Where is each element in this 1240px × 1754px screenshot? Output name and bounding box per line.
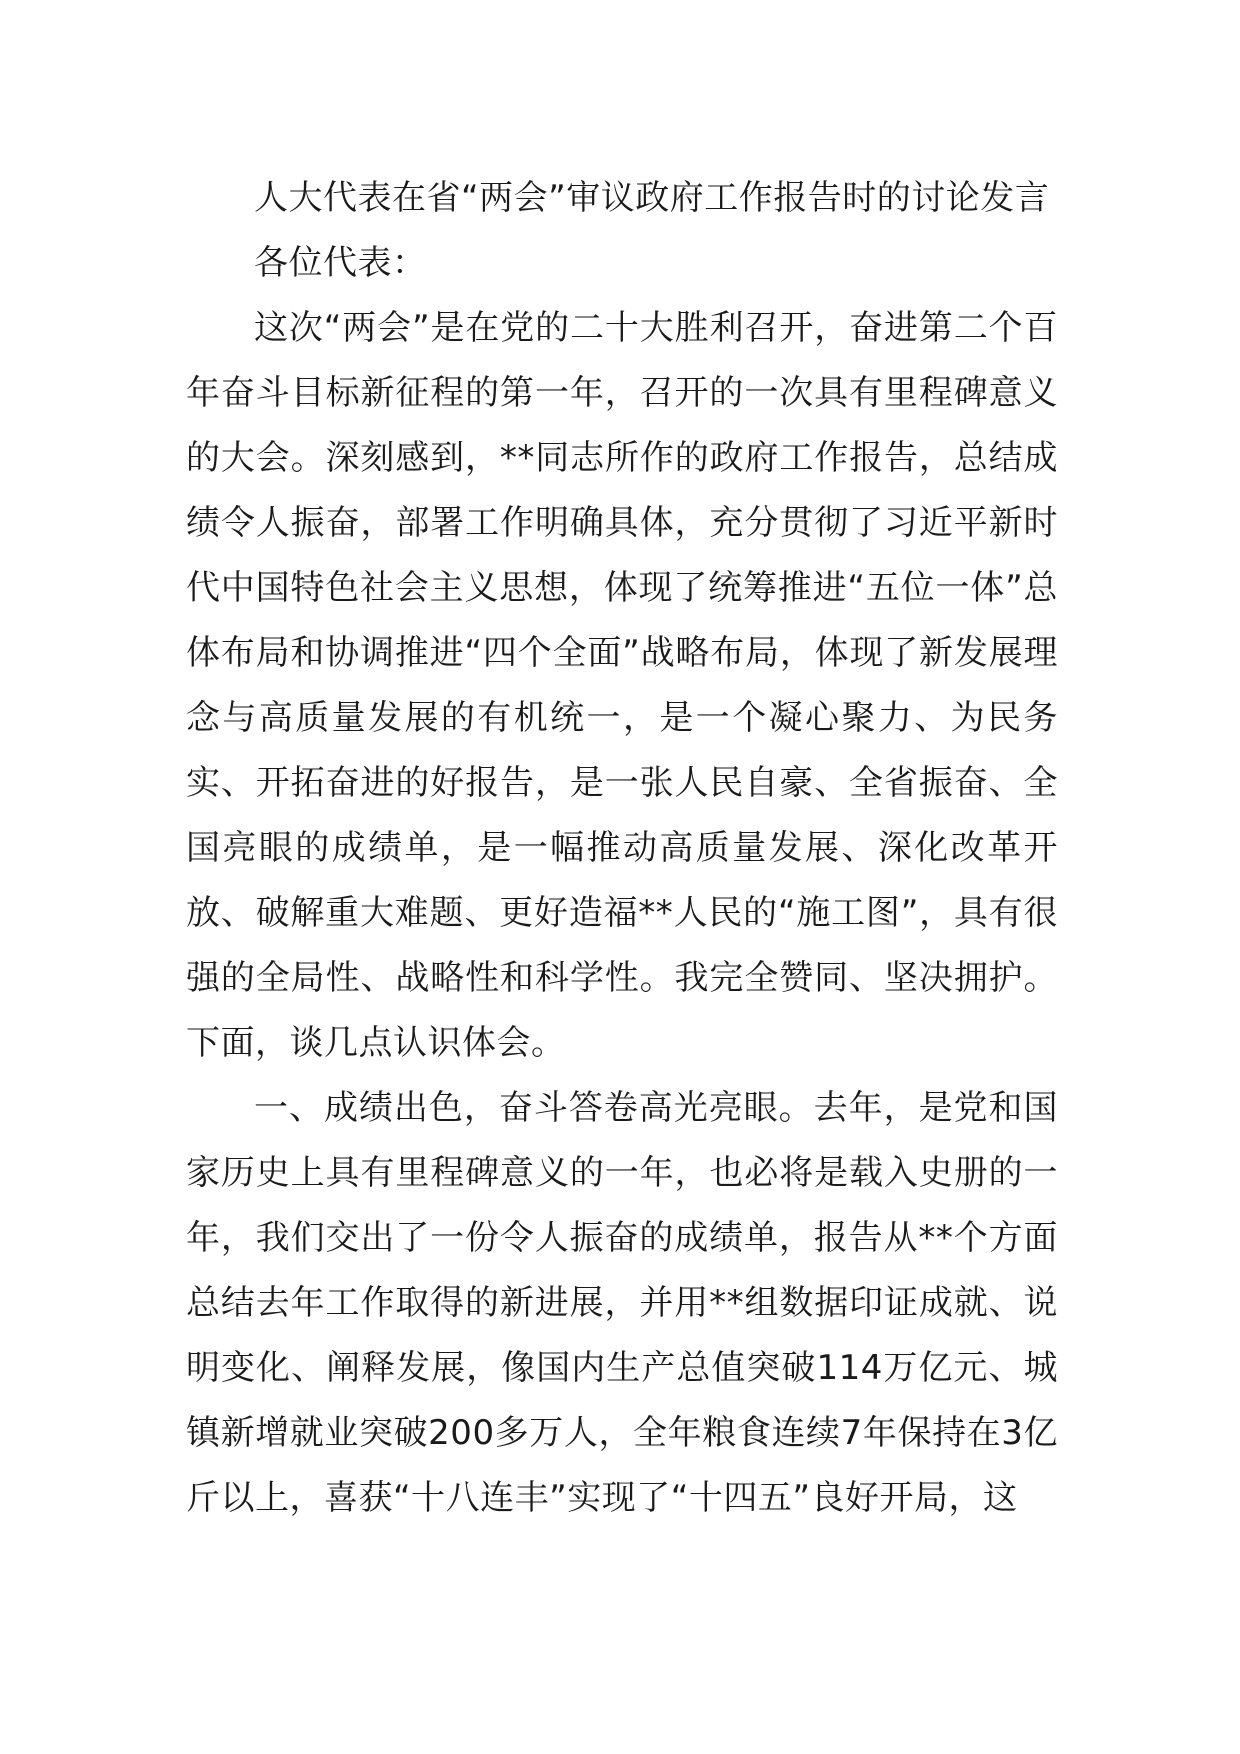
paragraph-section-one: 一、成绩出色，奋斗答卷高光亮眼。去年，是党和国家历史上具有里程碑意义的一年，也必将是载入史册的一年，我们交出了一份令人振奋的成绩单，报告从**个方面总结去年工作取得的新进展，并用**组数据印证成就、说明变化、阐释发展，像国内生产总值突破114万亿元、城镇新增就业突破200多万人，全年粮食连续7年保持在3亿斤以上，喜获“十八连丰”实现了“十四五”良好开局，这 (186, 1088, 1058, 1518)
paragraph-intro: 这次“两会”是在党的二十大胜利召开，奋进第二个百年奋斗目标新征程的第一年，召开的一次具有里程碑意义的大会。深刻感到，**同志所作的政府工作报告，总结成绩令人振奋，部署工作明确具体，充分贯彻了习近平新时代中国特色社会主义思想，体现了统筹推进“五位一体”总体布局和协调推进“四个全面”战略布局，体现了新发展理念与高质量发展的有机统一，是一个凝心聚力、为民务实、开拓奋进的好报告，是一张人民自豪、全省振奋、全国亮眼的成绩单，是一幅推动高质量发展、深化改革开放、破解重大难题、更好造福**人民的“施工图”，具有很强的全局性、战略性和科学性。我完全赞同、坚决拥护。下面，谈几点认识体会。 (186, 308, 1058, 1063)
document-title: 人大代表在省“两会”审议政府工作报告时的讨论发言 (254, 178, 1050, 218)
salutation: 各位代表： (254, 243, 427, 283)
document-page (186, 166, 1058, 1531)
